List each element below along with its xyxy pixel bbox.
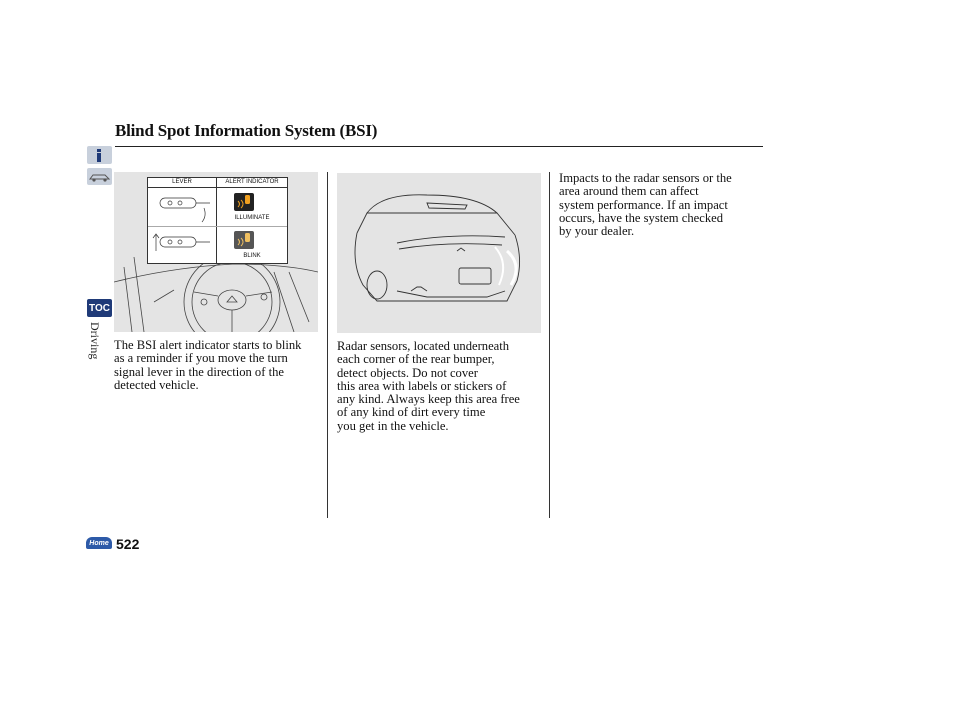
page-title: Blind Spot Information System (BSI): [115, 121, 378, 140]
blink-caption: BLINK: [243, 253, 261, 259]
legend-lever-header: LEVER: [148, 178, 216, 188]
info-icon: [87, 146, 112, 164]
indicator-legend: [147, 177, 288, 264]
toc-tab[interactable]: TOC: [87, 299, 112, 317]
title-rule: [115, 146, 763, 147]
column-divider: [549, 172, 550, 518]
bsi-indicator-illuminated: [234, 193, 254, 211]
radar-sensor-paragraph: Radar sensors, located underneath each corner of the rear bumper, detect objects. Do not cover this area with labels or stickers of any kind. Always keep this area free of any kind of dirt every time you get in the vehicle.: [337, 339, 520, 433]
bsi-alert-paragraph: The BSI alert indicator starts to blink as a reminder if you move the turn signal lever in the direction of the detected vehicle.: [114, 338, 302, 392]
bsi-indicator-blinking: [234, 231, 254, 249]
section-label: Driving: [88, 322, 102, 360]
bsi-car-icon: [234, 193, 254, 211]
illuminate-caption: ILLUMINATE: [234, 215, 270, 221]
vehicle-tab[interactable]: [87, 168, 112, 185]
car-icon: [87, 168, 112, 185]
home-button[interactable]: Home: [86, 537, 112, 549]
lever-diagram-blink: [152, 229, 212, 261]
column-divider: [327, 172, 328, 518]
car-rear-illustration: [337, 173, 541, 333]
page-number: 522: [116, 536, 140, 552]
steering-wheel-figure: [114, 172, 318, 332]
bsi-car-icon: [234, 231, 254, 249]
rear-bumper-figure: [337, 173, 541, 333]
impact-paragraph: Impacts to the radar sensors or the area around them can affect system performance. If an impact occurs, have the system checked by your dealer.: [559, 171, 732, 239]
info-tab[interactable]: [87, 146, 112, 164]
legend-indicator-header: ALERT INDICATOR: [217, 178, 287, 188]
lever-diagram-illuminate: [152, 190, 212, 224]
